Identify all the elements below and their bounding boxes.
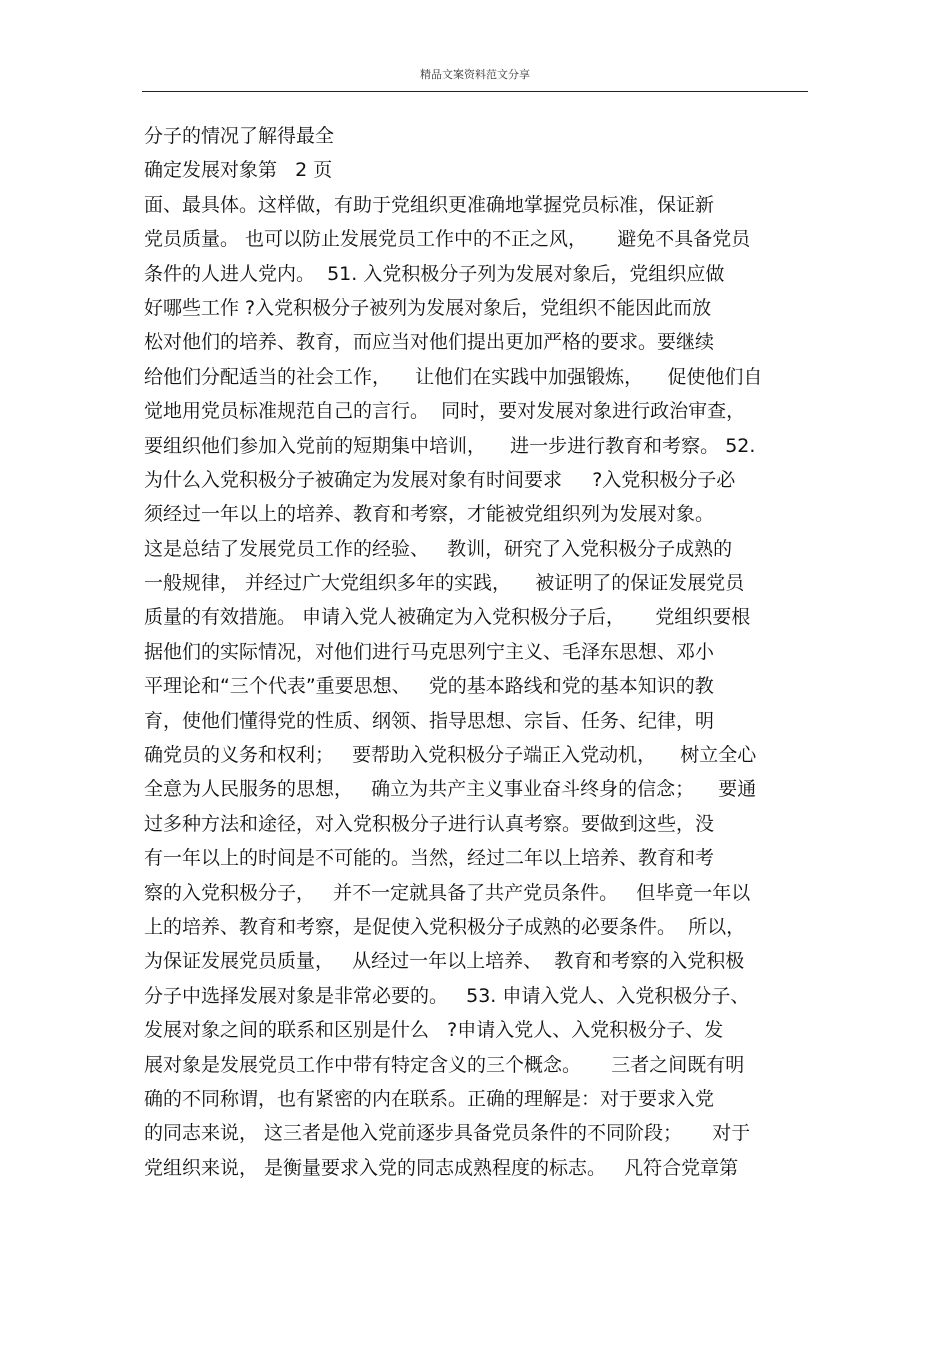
- text-line: 党组织来说， 是衡量要求入党的同志成熟程度的标志。 凡符合党章第: [144, 1156, 739, 1179]
- text-line: 分子中选择发展对象是非常必要的。 53. 申请入党人、入党积极分子、: [144, 984, 750, 1007]
- text-line: 全意为人民服务的思想， 确立为共产主义事业奋斗终身的信念； 要通: [144, 778, 757, 801]
- text-line: 确党员的义务和权利； 要帮助入党积极分子端正入党动机， 树立全心: [144, 744, 757, 767]
- text-line: 须经过一年以上的培养、教育和考察，才能被党组织列为发展对象。: [144, 503, 715, 526]
- text-line: 展对象是发展党员工作中带有特定含义的三个概念。 三者之间既有明: [144, 1053, 745, 1076]
- text-line: 这是总结了发展党员工作的经验、 教训，研究了入党积极分子成熟的: [144, 537, 733, 560]
- text-line: 觉地用党员标准规范自己的言行。 同时，要对发展对象进行政治审查，: [144, 400, 746, 423]
- text-line: 为保证发展党员质量， 从经过一年以上培养、 教育和考察的入党积极: [144, 950, 745, 973]
- page-header-title: 精品文案资料范文分享: [420, 68, 530, 81]
- document-body: [144, 119, 824, 1185]
- text-line: 上的培养、教育和考察，是促使入党积极分子成熟的必要条件。 所以，: [144, 915, 746, 938]
- text-line: 要组织他们参加入党前的短期集中培训， 进一步进行教育和考察。 52.: [144, 434, 756, 457]
- text-line: 的同志来说， 这三者是他入党前逐步具备党员条件的不同阶段； 对于: [144, 1122, 751, 1145]
- text-line: 育，使他们懂得党的性质、纲领、指导思想、宗旨、任务、纪律，明: [144, 709, 715, 732]
- text-line: 确定发展对象第 2 页: [144, 159, 333, 182]
- text-line: 给他们分配适当的社会工作， 让他们在实践中加强锻炼， 促使他们自: [144, 365, 763, 388]
- text-line: 面、最具体。这样做，有助于党组织更准确地掌握党员标准，保证新: [144, 193, 715, 216]
- text-line: 党员质量。 也可以防止发展党员工作中的不正之风， 避免不具备党员: [144, 228, 751, 251]
- text-line: 平理论和“三个代表”重要思想、 党的基本路线和党的基本知识的教: [144, 675, 714, 698]
- text-line: 确的不同称谓，也有紧密的内在联系。正确的理解是：对于要求入党: [144, 1087, 715, 1110]
- header-divider: [142, 91, 808, 92]
- text-line: 发展对象之间的联系和区别是什么 ?申请入党人、入党积极分子、发: [144, 1019, 724, 1042]
- text-line: 一般规律， 并经过广大党组织多年的实践， 被证明了的保证发展党员: [144, 572, 745, 595]
- text-line: 据他们的实际情况，对他们进行马克思列宁主义、毛泽东思想、邓小: [144, 640, 715, 663]
- text-line: 松对他们的培养、教育，而应当对他们提出更加严格的要求。要继续: [144, 331, 715, 354]
- text-line: 条件的人进人党内。 51. 入党积极分子列为发展对象后，党组织应做: [144, 262, 725, 285]
- text-line: 察的入党积极分子， 并不一定就具备了共产党员条件。 但毕竟一年以: [144, 881, 751, 904]
- text-line: 分子的情况了解得最全: [144, 125, 335, 147]
- text-line: 过多种方法和途径，对入党积极分子进行认真考察。要做到这些，没: [144, 812, 715, 835]
- text-line: 为什么入党积极分子被确定为发展对象有时间要求 ?入党积极分子必: [144, 468, 736, 491]
- text-line: 好哪些工作 ?入党积极分子被列为发展对象后，党组织不能因此而放: [144, 296, 712, 319]
- text-line: 质量的有效措施。 申请入党人被确定为入党积极分子后， 党组织要根: [144, 606, 751, 629]
- text-line: 有一年以上的时间是不可能的。当然，经过二年以上培养、教育和考: [144, 847, 715, 870]
